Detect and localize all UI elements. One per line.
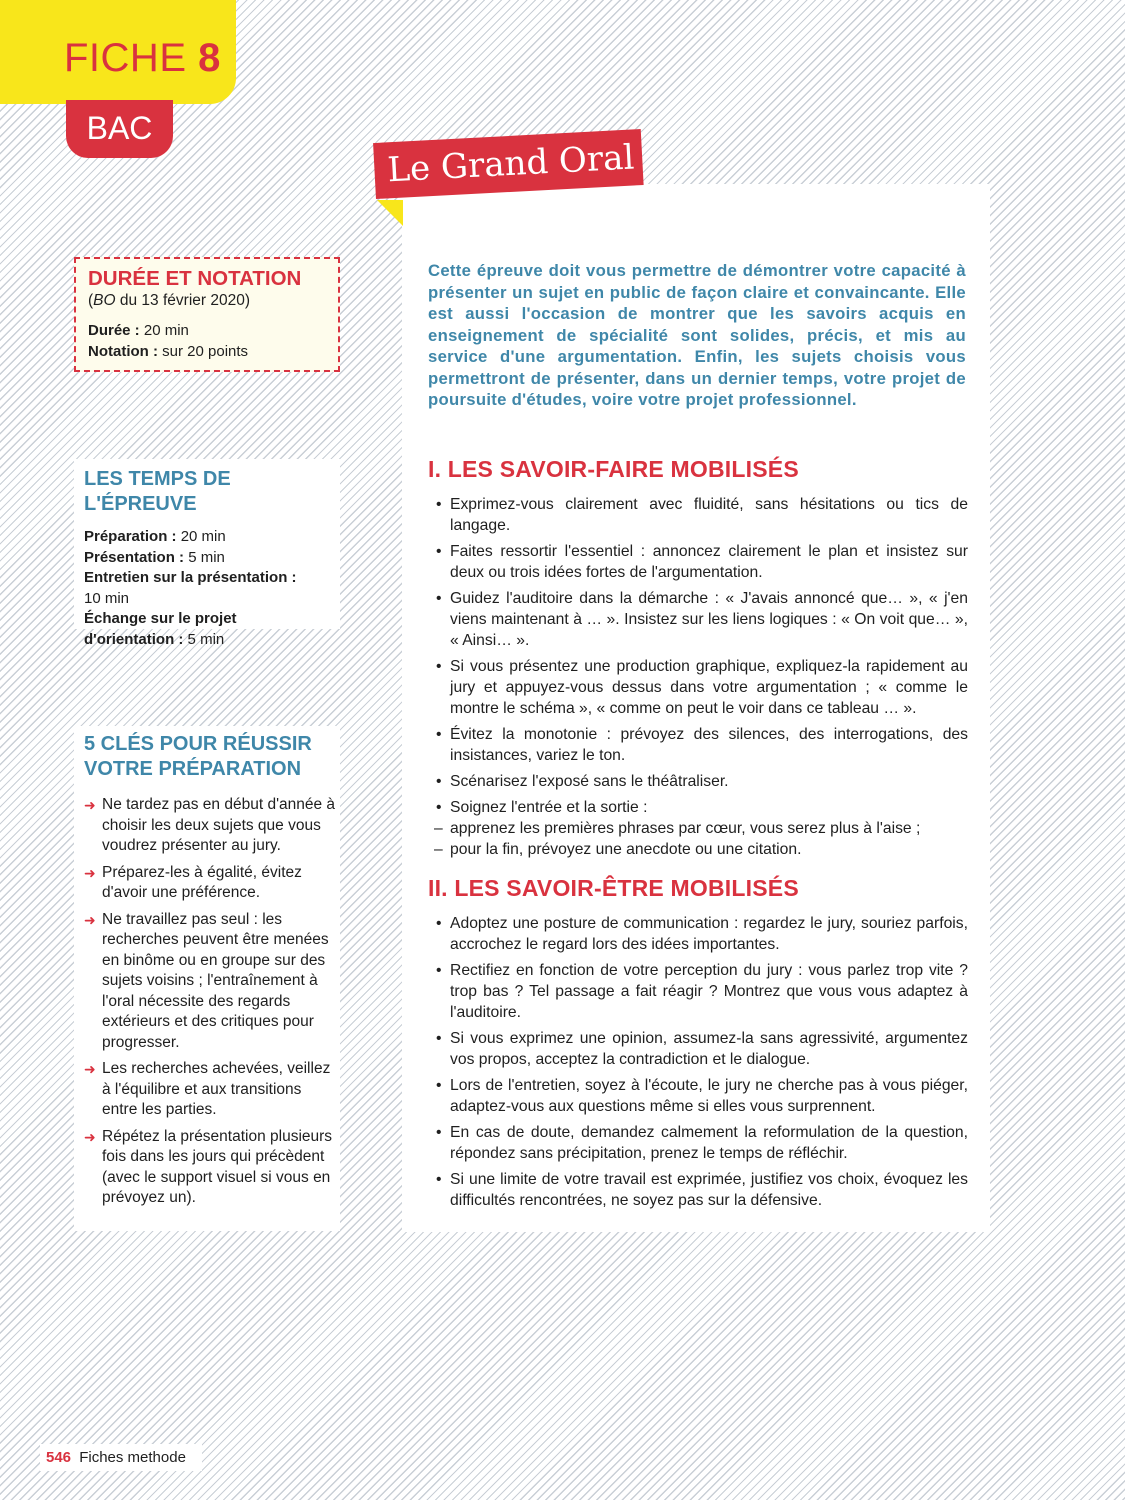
preparation-row: Préparation : 20 min bbox=[84, 528, 226, 545]
list-item: • Exprimez-vous clairement avec fluidité, sans hésitations ou tics de langage. bbox=[436, 494, 968, 536]
list-item: • Adoptez une posture de communication : regardez le jury, souriez parfois, accrochez le regard lors des idées importantes. bbox=[436, 913, 968, 955]
list-item: • Rectifiez en fonction de votre perception du jury : vous parlez trop vite ? trop bas ? Tel passage a fait réagir ? Montrez que vous vous adaptez à l'auditoire. bbox=[436, 960, 968, 1023]
sub-list-item: – apprenez les premières phrases par cœur, vous serez plus à l'aise ; bbox=[436, 818, 968, 839]
list-item: ➜ Les recherches achevées, veillez à l'équilibre et aux transitions entre les parties. bbox=[84, 1060, 331, 1118]
duree-reference: (BO du 13 février 2020) bbox=[88, 292, 250, 309]
duree-notation-box bbox=[74, 257, 340, 372]
fiche-label: FICHE bbox=[64, 36, 187, 80]
list-item: ➜ Préparez-les à égalité, évitez d'avoir une préférence. bbox=[84, 863, 302, 901]
arrow-right-icon: ➜ bbox=[84, 1061, 96, 1077]
arrow-right-icon: ➜ bbox=[84, 911, 96, 928]
fiche-tab bbox=[0, 0, 236, 104]
cles-list bbox=[84, 795, 340, 1209]
list-item: • Scénarisez l'exposé sans le théâtraliser. bbox=[436, 771, 968, 792]
arrow-right-icon: ➜ bbox=[84, 1128, 96, 1145]
temps-epreuve-box bbox=[74, 459, 340, 648]
list-item: • En cas de doute, demandez calmement la reformulation de la question, répondez sans précipitation, prenez le temps de réfléchir. bbox=[436, 1122, 968, 1164]
list-item: ➜ Ne travaillez pas seul : les recherches peuvent être menées en binôme ou en groupe sur des sujets voisins ; l'entraînement à l'oral nécessite des regards extérieurs et des critiques pour progresser. bbox=[84, 910, 329, 1051]
echange-label: Échange sur le projet bbox=[84, 610, 237, 627]
list-item: • Évitez la monotonie : prévoyez des silences, des interrogations, des insistances, variez le ton. bbox=[436, 724, 968, 766]
duree-row: Durée : 20 min bbox=[88, 322, 189, 339]
fiche-number: 8 bbox=[198, 36, 221, 80]
echange-row: d'orientation : 5 min bbox=[84, 630, 225, 648]
page-number: 546 bbox=[46, 1449, 72, 1466]
cles-title-line2: VOTRE PRÉPARATION bbox=[84, 758, 302, 780]
cles-box bbox=[74, 726, 340, 1231]
page-title: Le Grand Oral bbox=[373, 129, 644, 199]
section-1-title: I. LES SAVOIR-FAIRE MOBILISÉS bbox=[428, 456, 799, 482]
section-2-title: II. LES SAVOIR-ÊTRE MOBILISÉS bbox=[428, 875, 799, 901]
bac-tab: BAC bbox=[66, 100, 173, 158]
arrow-right-icon: ➜ bbox=[84, 864, 96, 881]
list-item: • Si vous présentez une production graphique, expliquez-la rapidement au jury et appuyez-vous dessus dans votre argumentation ; « comme le montre le schéma », « comme on peut le voir dans ce tableau … ». bbox=[436, 656, 968, 719]
intro-paragraph: Cette épreuve doit vous permettre de démontrer votre capacité à présenter un sujet en public de façon claire et convaincante. Elle est aussi l'occasion de montrer que les savoirs acquis en enseignement de spécialité sont solides, précis, et mis au service d'une argumentation. Enfin, les sujets choisis vous permettront de présenter, dans un dernier temps, votre projet de poursuite d'études, voire votre projet professionnel. bbox=[428, 261, 966, 409]
arrow-right-icon: ➜ bbox=[84, 797, 96, 813]
notation-row: Notation : sur 20 points bbox=[88, 343, 249, 360]
entretien-label: Entretien sur la présentation : bbox=[84, 569, 297, 586]
list-item: ➜ Ne tardez pas en début d'année à choisir les deux sujets que vous voudrez présenter au jury. bbox=[84, 796, 336, 854]
sub-list-item: – pour la fin, prévoyez une anecdote ou une citation. bbox=[436, 839, 968, 860]
page-footer bbox=[40, 1444, 202, 1471]
footer-label: Fiches methode bbox=[79, 1449, 186, 1466]
list-item: • Guidez l'auditoire dans la démarche : « J'avais annoncé que… », « j'en viens maintenant à … ». Insistez sur les liens logiques : « On voit que… », « Ainsi… ». bbox=[436, 588, 968, 651]
ribbon-fold bbox=[377, 200, 403, 226]
presentation-row: Présentation : 5 min bbox=[84, 548, 225, 566]
list-item: • Lors de l'entretien, soyez à l'écoute, le jury ne cherche pas à vous piéger, adaptez-vous aux questions même si elles vous surprennent. bbox=[436, 1075, 968, 1117]
list-item: • Faites ressortir l'essentiel : annoncez clairement le plan et insistez sur deux ou trois idées fortes de l'argumentation. bbox=[436, 541, 968, 583]
entretien-value: 10 min bbox=[84, 589, 130, 607]
section-1-list bbox=[436, 494, 968, 860]
list-item: • Si une limite de votre travail est exprimée, justifiez vos choix, évoquez les difficultés rencontrées, ne soyez pas sur la défensive. bbox=[436, 1169, 968, 1211]
temps-title: LES TEMPS DE L'ÉPREUVE bbox=[84, 468, 231, 515]
list-item: • Soignez l'entrée et la sortie : bbox=[436, 797, 968, 818]
cles-title-line1: 5 CLÉS POUR RÉUSSIR bbox=[84, 733, 312, 755]
list-item: • Si vous exprimez une opinion, assumez-la sans agressivité, argumentez vos propos, acceptez la contradiction et le dialogue. bbox=[436, 1028, 968, 1070]
duree-title: DURÉE ET NOTATION bbox=[88, 267, 302, 290]
list-item: ➜ Répétez la présentation plusieurs fois dans les jours qui précèdent (avec le support visuel si vous en prévoyez un). bbox=[84, 1127, 333, 1206]
section-2-list bbox=[436, 913, 968, 1216]
